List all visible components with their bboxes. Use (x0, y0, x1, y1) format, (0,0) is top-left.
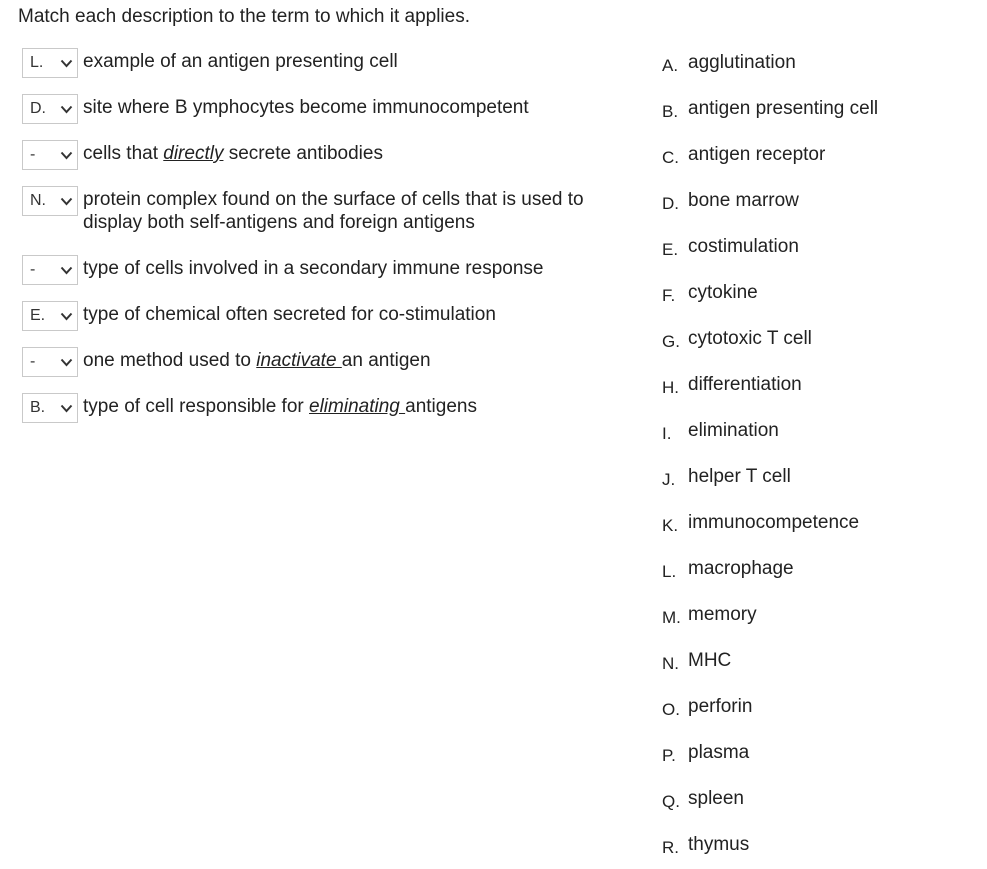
term-text: memory (688, 604, 757, 625)
term-item (662, 512, 859, 534)
instructions: Match each description to the term to which it applies. (18, 6, 471, 27)
question-text (83, 303, 628, 326)
emphasis-text: directly (163, 143, 224, 164)
term-item (662, 236, 799, 258)
selected-value: - (30, 261, 36, 278)
term-letter: R. (662, 838, 679, 857)
term-item (662, 52, 796, 74)
answer-select[interactable] (22, 255, 78, 285)
chevron-down-icon (60, 151, 73, 160)
term-text: immunocompetence (688, 512, 860, 533)
question-text-part: an antigen (341, 350, 431, 371)
term-item (662, 558, 794, 580)
answer-select[interactable] (22, 301, 78, 331)
term-item (662, 328, 812, 350)
question-text-part: antigens (405, 396, 477, 417)
term-letter: K. (662, 516, 679, 535)
question-text-part: example of an antigen presenting cell (83, 51, 398, 72)
answer-select[interactable] (22, 186, 78, 216)
chevron-down-icon (60, 266, 73, 275)
question-text-part: type of cells involved in a secondary immune response (83, 258, 544, 279)
question-text-part: one method used to (83, 350, 257, 371)
question-text-part: type of chemical often secreted for co-stimulation (83, 304, 496, 325)
term-letter: J. (662, 470, 676, 489)
term-text: elimination (688, 420, 779, 441)
chevron-down-icon (60, 358, 73, 367)
term-text: costimulation (688, 236, 799, 257)
selected-value: L. (30, 54, 44, 71)
question-text (83, 142, 628, 165)
term-item (662, 282, 758, 304)
term-letter: M. (662, 608, 681, 627)
answer-select[interactable] (22, 94, 78, 124)
term-text: agglutination (688, 52, 796, 73)
answer-select[interactable] (22, 48, 78, 78)
term-text: bone marrow (688, 190, 799, 211)
question-text-part: site where B ymphocytes become immunocompetent (83, 97, 529, 118)
term-item (662, 190, 799, 212)
term-text: cytotoxic T cell (688, 328, 812, 349)
term-letter: P. (662, 746, 676, 765)
term-text: antigen presenting cell (688, 98, 879, 119)
chevron-down-icon (60, 404, 73, 413)
emphasis-text: eliminating (309, 396, 406, 417)
selected-value: - (30, 146, 36, 163)
question-text (83, 96, 628, 119)
term-item (662, 742, 749, 764)
selected-value: E. (30, 307, 46, 324)
term-item (662, 98, 878, 120)
term-text: MHC (688, 650, 732, 671)
term-text: thymus (688, 834, 750, 855)
term-letter: I. (662, 424, 672, 443)
term-item (662, 788, 744, 810)
term-text: differentiation (688, 374, 802, 395)
question-text-part: type of cell responsible for (83, 396, 310, 417)
term-letter: G. (662, 332, 680, 351)
term-text: macrophage (688, 558, 794, 579)
selected-value: - (30, 353, 36, 370)
term-letter: H. (662, 378, 679, 397)
term-text: helper T cell (688, 466, 791, 487)
term-text: perforin (688, 696, 753, 717)
term-letter: B. (662, 102, 679, 121)
term-letter: Q. (662, 792, 680, 811)
question-text (83, 50, 628, 73)
term-letter: L. (662, 562, 677, 581)
question-text-part: protein complex found on the surface of cells that is used to display both self-antigens and foreign antigens (83, 189, 584, 233)
term-text: plasma (688, 742, 750, 763)
chevron-down-icon (60, 312, 73, 321)
question-text (83, 395, 628, 418)
term-letter: O. (662, 700, 680, 719)
answer-select[interactable] (22, 393, 78, 423)
term-letter: D. (662, 194, 679, 213)
term-letter: E. (662, 240, 679, 259)
question-text (83, 257, 628, 280)
emphasis-text: inactivate (256, 350, 342, 371)
term-text: antigen receptor (688, 144, 826, 165)
chevron-down-icon (60, 197, 73, 206)
term-item (662, 144, 825, 166)
selected-value: N. (30, 192, 46, 209)
term-item (662, 374, 802, 396)
term-item (662, 420, 779, 442)
question-text-part: cells that (83, 143, 164, 164)
question-text (83, 349, 628, 372)
term-letter: F. (662, 286, 676, 305)
term-item (662, 466, 791, 488)
chevron-down-icon (60, 105, 73, 114)
answer-select[interactable] (22, 347, 78, 377)
term-text: cytokine (688, 282, 758, 303)
question-text (83, 188, 628, 234)
term-letter: A. (662, 56, 679, 75)
term-item (662, 650, 731, 672)
selected-value: D. (30, 100, 46, 117)
chevron-down-icon (60, 59, 73, 68)
term-text: spleen (688, 788, 744, 809)
term-letter: N. (662, 654, 679, 673)
term-letter: C. (662, 148, 679, 167)
term-item (662, 696, 752, 718)
term-item (662, 834, 749, 856)
selected-value: B. (30, 399, 46, 416)
question-text-part: secrete antibodies (223, 143, 383, 164)
answer-select[interactable] (22, 140, 78, 170)
term-item (662, 604, 757, 626)
